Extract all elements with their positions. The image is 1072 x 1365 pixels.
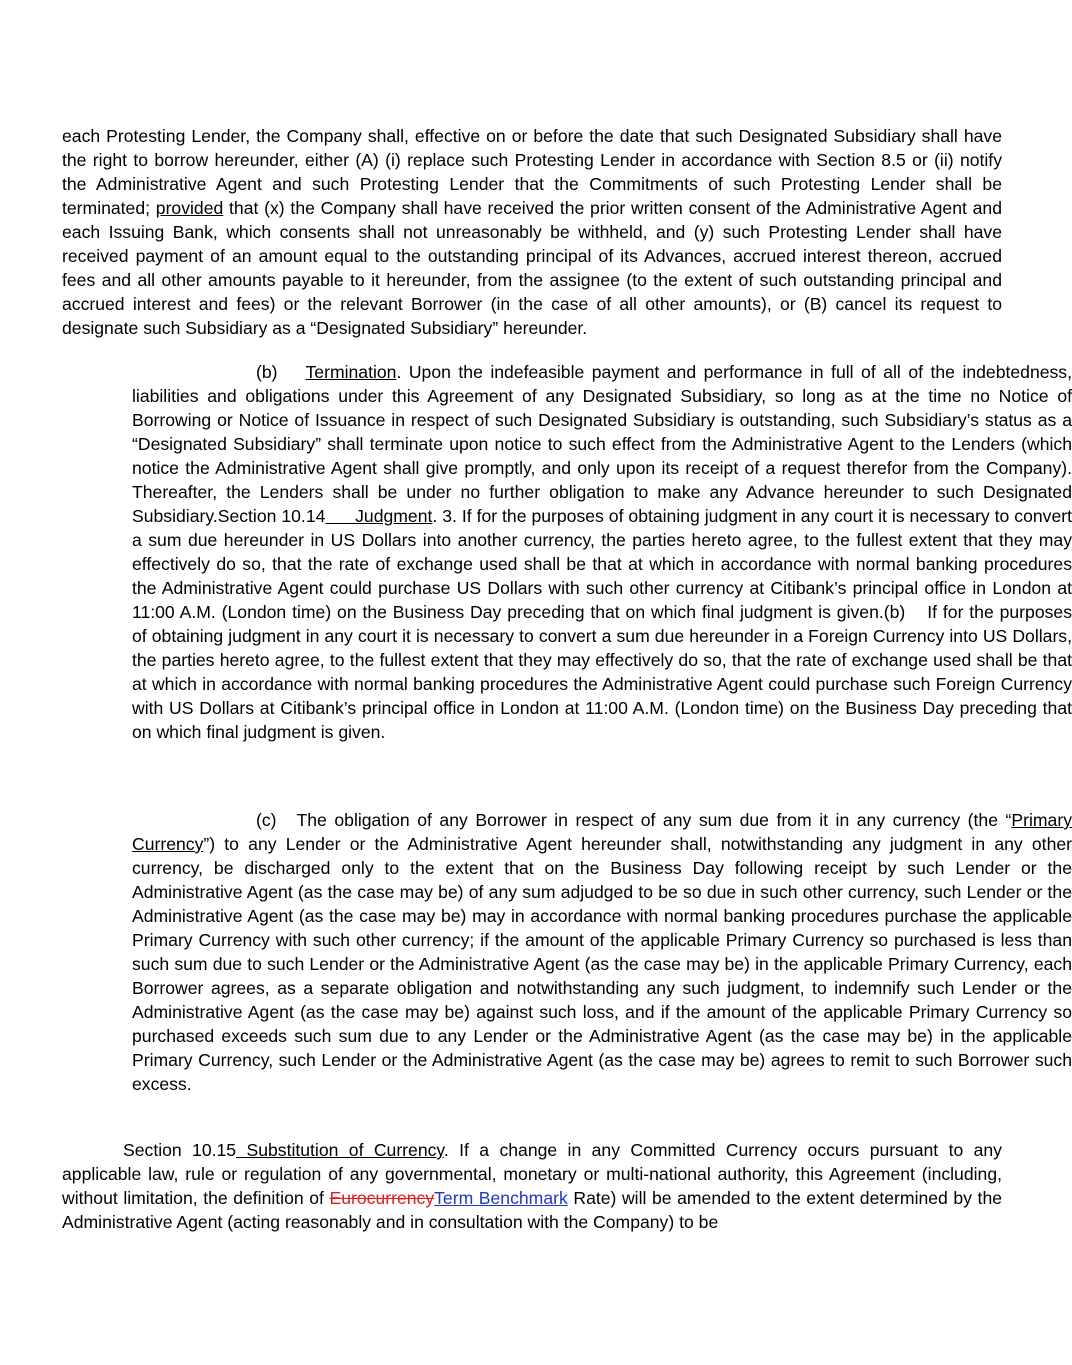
section-number: Section 10.15 (123, 1140, 237, 1160)
paragraph-text: . 3. If for the purposes of obtaining judgment in any court it is necessary to convert a sum due hereunder in US Dollars into another currency, the parties hereto agree, to the fullest extent that they may effectively do so, that the rate of exchange used shall be that at which in accordance with normal banking procedures the Administrative Agent could purchase US Dollars with such other currency at Citibank’s principal office in London at 11:00 A.M. (London time) on the Business Day preceding that on which final judgment is given.(b) (132, 506, 1072, 622)
paragraph-text: Rate) will be amended to the extent determined by the Administrative Agent (acting reasonably and in consultation with the Company) to be (62, 1188, 1003, 1232)
termination-heading: Termination (305, 362, 397, 382)
substitution-heading: Substitution of Currency (236, 1140, 444, 1160)
clause-label: (c) (256, 810, 277, 830)
paragraph-primary-currency (62, 808, 1072, 1096)
judgment-heading-text: Judgment (355, 506, 433, 526)
provided-term: provided (155, 198, 224, 218)
judgment-heading (325, 506, 432, 526)
paragraph-protesting-lender (62, 124, 1002, 340)
paragraph-text: each Protesting Lender, the Company shall, effective on or before the date that such Designated Subsidiary shall have the right to borrow hereunder, either (A) (i) replace such Protesting Lender in accordance with Section 8.5 or (ii) notify the Administrative Agent and such Protesting Lender that the Commitments of such Protesting Lender shall be terminated; (62, 126, 1002, 218)
primary-currency-term: Primary Currency (132, 810, 1072, 854)
deleted-revision: Eurocurrency (329, 1188, 435, 1208)
paragraph-text: ”) to any Lender or the Administrative Agent hereunder shall, notwithstanding any judgment in any other currency, be discharged only to the extent that on the Business Day following receipt by such Lender or the Administrative Agent (as the case may be) of any sum adjudged to be so due in such other currency, such Lender or the Administrative Agent (as the case may be) may in accordance with normal banking procedures purchase the applicable Primary Currency with such other currency; if the amount of the applicable Primary Currency so purchased is less than such sum due to such Lender or the Administrative Agent (as the case may be) in the applicable Primary Currency, each Borrower agrees, as a separate obligation and notwithstanding any such judgment, to indemnify such Lender or the Administrative Agent (as the case may be) against such loss, and if the amount of the applicable Primary Currency so purchased exceeds such sum due to any Lender or the Administrative Agent (as the case may be) in the applicable Primary Currency, such Lender or the Administrative Agent (as the case may be) agrees to remit to such Borrower such excess. (132, 834, 1072, 1094)
paragraph-text: . Upon the indefeasible payment and performance in full of all of the indebtedness, liabilities and obligations under this Agreement of any Designated Subsidiary, so long as at the time no Notice of Borrowing or Notice of Issuance in respect of such Designated Subsidiary is outstanding, such Subsidiary’s status as a “Designated Subsidiary” shall terminate upon notice to such effect from the Administrative Agent to the Lenders (which notice the Administrative Agent shall give promptly, and only upon its receipt of a request therefor from the Company). Thereafter, the Lenders shall be under no further obligation to make any Advance hereunder to such Designated Subsidiary.Section 10.14 (132, 362, 1072, 526)
paragraph-text: . If a change in any Committed Currency occurs pursuant to any applicable law, rule or regulation of any governmental, monetary or multi-national authority, this Agreement (including, without limitation, the definition of (62, 1140, 1002, 1208)
inserted-revision: Term Benchmark (434, 1188, 568, 1208)
paragraph-text: If for the purposes of obtaining judgment in any court it is necessary to convert a sum due hereunder in a Foreign Currency into US Dollars, the parties hereto agree, to the fullest extent that they may effectively do so, that the rate of exchange used shall be that at which in accordance with normal banking procedures the Administrative Agent could purchase such Foreign Currency with US Dollars at Citibank’s principal office in London at 11:00 A.M. (London time) on the Business Day preceding that on which final judgment is given. (132, 602, 1072, 742)
paragraph-text: The obligation of any Borrower in respect of any sum due from it in any currency (the “ (296, 810, 1012, 830)
paragraph-substitution-of-currency (62, 1138, 1002, 1234)
clause-label: (b) (256, 362, 278, 382)
paragraph-text: that (x) the Company shall have received the prior written consent of the Administrative Agent and each Issuing Bank, which consents shall not unreasonably be withheld, and (y) such Protesting Lender shall have received payment of an amount equal to the outstanding principal of its Advances, accrued interest thereon, accrued fees and all other amounts payable to it hereunder, from the assignee (to the extent of such outstanding principal and accrued interest and fees) or the relevant Borrower (in the case of all other amounts), or (B) cancel its request to designate such Subsidiary as a “Designated Subsidiary” hereunder. (62, 198, 1003, 338)
paragraph-termination (62, 360, 1072, 744)
